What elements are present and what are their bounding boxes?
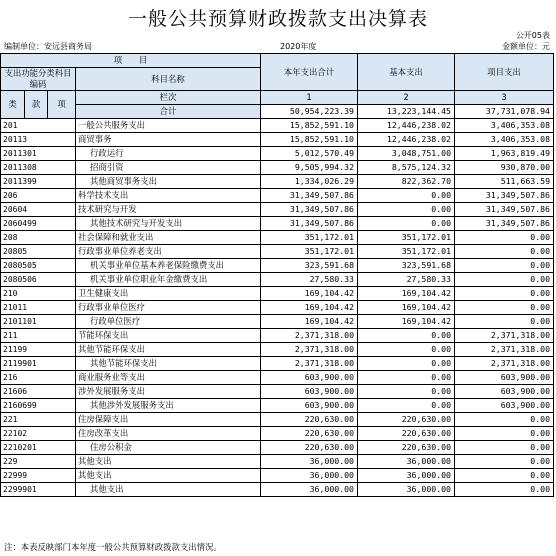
header-col-num-2: 2 <box>358 91 455 105</box>
amount-total: 36,000.00 <box>261 455 358 469</box>
subject-name: 技术研究与开发 <box>76 203 261 217</box>
total-col-3: 37,731,078.94 <box>455 105 554 119</box>
amount-basic: 351,172.01 <box>358 245 455 259</box>
table-row <box>1 203 554 217</box>
subject-name: 住房保障支出 <box>76 413 261 427</box>
header-col-project: 项目支出 <box>455 54 554 91</box>
amount-basic: 36,000.00 <box>358 455 455 469</box>
header-kuan: 款 <box>25 91 48 119</box>
amount-project: 2,371,318.00 <box>455 343 554 357</box>
amount-total: 323,591.68 <box>261 259 358 273</box>
subject-name: 科学技术支出 <box>76 189 261 203</box>
amount-total: 169,104.42 <box>261 315 358 329</box>
subject-name: 节能环保支出 <box>76 329 261 343</box>
amount-total: 2,371,318.00 <box>261 329 358 343</box>
subject-code: 21606 <box>1 385 76 399</box>
subject-code: 2210201 <box>1 441 76 455</box>
amount-project: 3,406,353.08 <box>455 119 554 133</box>
subject-code: 2119901 <box>1 357 76 371</box>
amount-basic: 8,575,124.32 <box>358 161 455 175</box>
amount-basic: 822,362.70 <box>358 175 455 189</box>
currency-unit: 金额单位：元 <box>502 42 550 51</box>
amount-project: 0.00 <box>455 301 554 315</box>
subject-name: 其他技术研究与开发支出 <box>76 217 261 231</box>
amount-total: 603,900.00 <box>261 371 358 385</box>
amount-project: 0.00 <box>455 483 554 497</box>
subject-code: 221 <box>1 413 76 427</box>
table-row <box>1 231 554 245</box>
amount-project: 0.00 <box>455 455 554 469</box>
subject-code: 2080505 <box>1 259 76 273</box>
header-row-project <box>1 54 554 68</box>
amount-total: 220,630.00 <box>261 441 358 455</box>
amount-total: 351,172.01 <box>261 245 358 259</box>
subject-name: 行政单位医疗 <box>76 315 261 329</box>
subject-code: 2101101 <box>1 315 76 329</box>
amount-total: 5,012,570.49 <box>261 147 358 161</box>
amount-total: 603,900.00 <box>261 399 358 413</box>
table-row <box>1 133 554 147</box>
amount-total: 603,900.00 <box>261 385 358 399</box>
amount-project: 1,963,819.49 <box>455 147 554 161</box>
amount-project: 0.00 <box>455 413 554 427</box>
subject-code: 2080506 <box>1 273 76 287</box>
amount-project: 511,663.59 <box>455 175 554 189</box>
table-row <box>1 245 554 259</box>
amount-basic: 0.00 <box>358 203 455 217</box>
subject-name: 其他支出 <box>76 483 261 497</box>
subject-name: 其他商贸事务支出 <box>76 175 261 189</box>
amount-total: 31,349,507.86 <box>261 203 358 217</box>
amount-basic: 36,000.00 <box>358 469 455 483</box>
total-col-2: 13,223,144.45 <box>358 105 455 119</box>
amount-basic: 220,630.00 <box>358 427 455 441</box>
table-row <box>1 119 554 133</box>
amount-basic: 12,446,238.02 <box>358 119 455 133</box>
table-row <box>1 483 554 497</box>
subject-code: 2160699 <box>1 399 76 413</box>
amount-project: 0.00 <box>455 427 554 441</box>
subject-code: 201 <box>1 119 76 133</box>
header-code-label: 支出功能分类科目编码 <box>1 68 76 91</box>
amount-project: 0.00 <box>455 273 554 287</box>
header-lei: 类 <box>1 91 25 119</box>
subject-name: 行政运行 <box>76 147 261 161</box>
amount-basic: 323,591.68 <box>358 259 455 273</box>
table-row <box>1 469 554 483</box>
subject-code: 20805 <box>1 245 76 259</box>
amount-project: 0.00 <box>455 245 554 259</box>
subject-name: 招商引资 <box>76 161 261 175</box>
amount-total: 2,371,318.00 <box>261 357 358 371</box>
table-row <box>1 189 554 203</box>
amount-project: 0.00 <box>455 231 554 245</box>
table-row <box>1 371 554 385</box>
header-col-basic: 基本支出 <box>358 54 455 91</box>
amount-total: 1,334,026.29 <box>261 175 358 189</box>
subject-code: 2011399 <box>1 175 76 189</box>
amount-total: 9,505,994.32 <box>261 161 358 175</box>
amount-basic: 0.00 <box>358 399 455 413</box>
amount-project: 31,349,507.86 <box>455 217 554 231</box>
subject-code: 21199 <box>1 343 76 357</box>
subject-code: 22999 <box>1 469 76 483</box>
table-row <box>1 217 554 231</box>
amount-total: 220,630.00 <box>261 427 358 441</box>
subject-code: 206 <box>1 189 76 203</box>
amount-basic: 0.00 <box>358 357 455 371</box>
table-row <box>1 161 554 175</box>
subject-name: 卫生健康支出 <box>76 287 261 301</box>
amount-project: 2,371,318.00 <box>455 329 554 343</box>
subject-code: 211 <box>1 329 76 343</box>
amount-project: 603,900.00 <box>455 399 554 413</box>
header-col-total: 本年支出合计 <box>261 54 358 91</box>
subject-name: 商贸事务 <box>76 133 261 147</box>
table-row <box>1 301 554 315</box>
header-row-lanci <box>1 91 554 105</box>
amount-project: 0.00 <box>455 287 554 301</box>
amount-project: 2,371,318.00 <box>455 357 554 371</box>
amount-total: 36,000.00 <box>261 483 358 497</box>
total-label: 合计 <box>76 105 261 119</box>
amount-total: 36,000.00 <box>261 469 358 483</box>
total-row <box>1 105 554 119</box>
subject-name: 涉外发展服务支出 <box>76 385 261 399</box>
subject-code: 2011301 <box>1 147 76 161</box>
subject-name: 商业服务业等支出 <box>76 371 261 385</box>
total-col-1: 50,954,223.39 <box>261 105 358 119</box>
subject-name: 其他节能环保支出 <box>76 357 261 371</box>
amount-basic: 169,104.42 <box>358 287 455 301</box>
header-project: 项 目 <box>1 54 261 68</box>
subject-code: 2299901 <box>1 483 76 497</box>
amount-basic: 0.00 <box>358 371 455 385</box>
amount-total: 15,852,591.10 <box>261 133 358 147</box>
amount-total: 169,104.42 <box>261 287 358 301</box>
amount-basic: 169,104.42 <box>358 301 455 315</box>
report-title: 一般公共预算财政拨款支出决算表 <box>127 8 428 30</box>
table-row <box>1 147 554 161</box>
compiling-unit: 编制单位：安远县商务局 <box>4 42 92 51</box>
amount-basic: 220,630.00 <box>358 413 455 427</box>
header-xiang: 项 <box>48 91 76 119</box>
subject-code: 20113 <box>1 133 76 147</box>
amount-total: 31,349,507.86 <box>261 189 358 203</box>
amount-project: 31,349,507.86 <box>455 189 554 203</box>
amount-project: 603,900.00 <box>455 371 554 385</box>
amount-total: 15,852,591.10 <box>261 119 358 133</box>
subject-code: 229 <box>1 455 76 469</box>
table-row <box>1 399 554 413</box>
fiscal-year: 2020年度 <box>280 42 317 51</box>
amount-total: 220,630.00 <box>261 413 358 427</box>
amount-basic: 220,630.00 <box>358 441 455 455</box>
amount-total: 2,371,318.00 <box>261 343 358 357</box>
subject-name: 其他节能环保支出 <box>76 343 261 357</box>
subject-code: 2060499 <box>1 217 76 231</box>
table-row <box>1 441 554 455</box>
amount-project: 930,870.00 <box>455 161 554 175</box>
amount-project: 0.00 <box>455 441 554 455</box>
table-row <box>1 343 554 357</box>
subject-name: 住房改革支出 <box>76 427 261 441</box>
table-row <box>1 329 554 343</box>
subject-code: 20604 <box>1 203 76 217</box>
amount-basic: 12,446,238.02 <box>358 133 455 147</box>
subject-code: 216 <box>1 371 76 385</box>
subject-code: 21011 <box>1 301 76 315</box>
table-row <box>1 455 554 469</box>
amount-project: 31,349,507.86 <box>455 203 554 217</box>
header-col-num-3: 3 <box>455 91 554 105</box>
amount-project: 0.00 <box>455 469 554 483</box>
header-name-label: 科目名称 <box>76 68 261 91</box>
subject-name: 行政事业单位医疗 <box>76 301 261 315</box>
amount-basic: 169,104.42 <box>358 315 455 329</box>
subject-name: 机关事业单位职业年金缴费支出 <box>76 273 261 287</box>
subject-code: 2011308 <box>1 161 76 175</box>
subject-name: 其他支出 <box>76 455 261 469</box>
table-row <box>1 427 554 441</box>
subject-code: 210 <box>1 287 76 301</box>
amount-basic: 27,580.33 <box>358 273 455 287</box>
amount-total: 351,172.01 <box>261 231 358 245</box>
amount-project: 0.00 <box>455 315 554 329</box>
subject-code: 208 <box>1 231 76 245</box>
subject-name: 其他涉外发展服务支出 <box>76 399 261 413</box>
amount-total: 169,104.42 <box>261 301 358 315</box>
amount-basic: 36,000.00 <box>358 483 455 497</box>
amount-basic: 3,048,751.00 <box>358 147 455 161</box>
table-row <box>1 259 554 273</box>
amount-basic: 0.00 <box>358 189 455 203</box>
amount-project: 3,406,353.08 <box>455 133 554 147</box>
amount-basic: 0.00 <box>358 343 455 357</box>
amount-project: 603,900.00 <box>455 385 554 399</box>
subject-name: 社会保障和就业支出 <box>76 231 261 245</box>
amount-basic: 0.00 <box>358 385 455 399</box>
footnote: 注：本表反映部门本年度一般公共预算财政拨款支出情况。 <box>4 542 222 552</box>
table-row <box>1 273 554 287</box>
table-row <box>1 287 554 301</box>
table-row <box>1 357 554 371</box>
amount-basic: 0.00 <box>358 329 455 343</box>
subject-name: 机关事业单位基本养老保险缴费支出 <box>76 259 261 273</box>
amount-basic: 351,172.01 <box>358 231 455 245</box>
subject-name: 一般公共服务支出 <box>76 119 261 133</box>
table-row <box>1 175 554 189</box>
amount-total: 27,580.33 <box>261 273 358 287</box>
table-row <box>1 413 554 427</box>
expenditure-table <box>0 53 554 497</box>
amount-total: 31,349,507.86 <box>261 217 358 231</box>
table-row <box>1 315 554 329</box>
subject-name: 住房公积金 <box>76 441 261 455</box>
form-number: 公开05表 <box>515 31 550 40</box>
amount-project: 0.00 <box>455 259 554 273</box>
subject-name: 其他支出 <box>76 469 261 483</box>
amount-basic: 0.00 <box>358 217 455 231</box>
header-col-num-1: 1 <box>261 91 358 105</box>
table-row <box>1 385 554 399</box>
subject-code: 22102 <box>1 427 76 441</box>
header-lanci: 栏次 <box>76 91 261 105</box>
subject-name: 行政事业单位养老支出 <box>76 245 261 259</box>
